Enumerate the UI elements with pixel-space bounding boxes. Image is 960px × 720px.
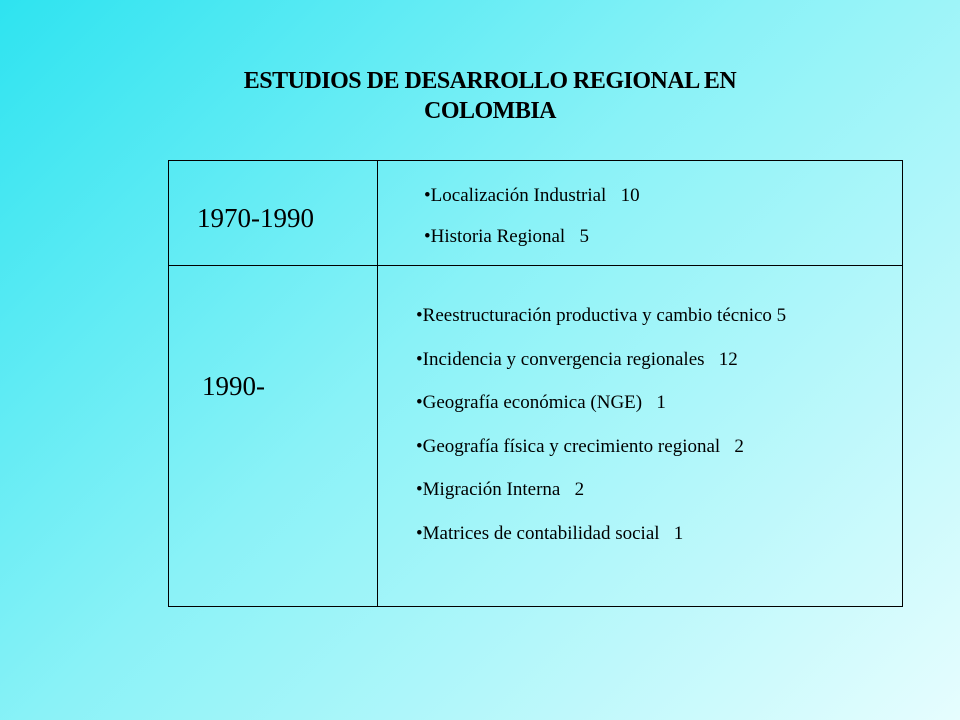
topics-list-1990 bbox=[416, 303, 786, 564]
period-label-1990: 1990- bbox=[202, 371, 265, 401]
list-item bbox=[416, 477, 786, 521]
topic-text: Geografía económica (NGE) 1 bbox=[422, 392, 666, 413]
topic-text: Geografía física y crecimiento regional 2 bbox=[422, 435, 744, 457]
table-row-divider bbox=[169, 265, 902, 266]
list-item bbox=[416, 390, 786, 434]
topic-text: Localización Industrial 10 bbox=[430, 185, 640, 206]
topic-text: Incidencia y convergencia regionales 12 bbox=[422, 348, 738, 370]
list-item bbox=[416, 521, 786, 565]
list-item bbox=[424, 183, 640, 224]
title-line-2: COLOMBIA bbox=[423, 98, 556, 124]
list-item bbox=[416, 347, 786, 391]
topics-list-1970-1990 bbox=[424, 183, 640, 265]
topic-text: Historia Regional 5 bbox=[430, 226, 589, 247]
topic-text: Matrices de contabilidad social 1 bbox=[422, 522, 684, 544]
table-column-divider bbox=[377, 161, 378, 606]
list-item bbox=[416, 303, 786, 347]
topic-text: Migración Interna 2 bbox=[422, 479, 585, 500]
title-line-1: ESTUDIOS DE DESARROLLO REGIONAL EN bbox=[243, 68, 737, 94]
period-label-1970-1990: 1970-1990 bbox=[197, 203, 314, 233]
slide-title bbox=[180, 66, 800, 126]
topic-text: Reestructuración productiva y cambio técnico 5 bbox=[422, 305, 787, 326]
list-item bbox=[424, 224, 640, 265]
list-item bbox=[416, 434, 786, 478]
